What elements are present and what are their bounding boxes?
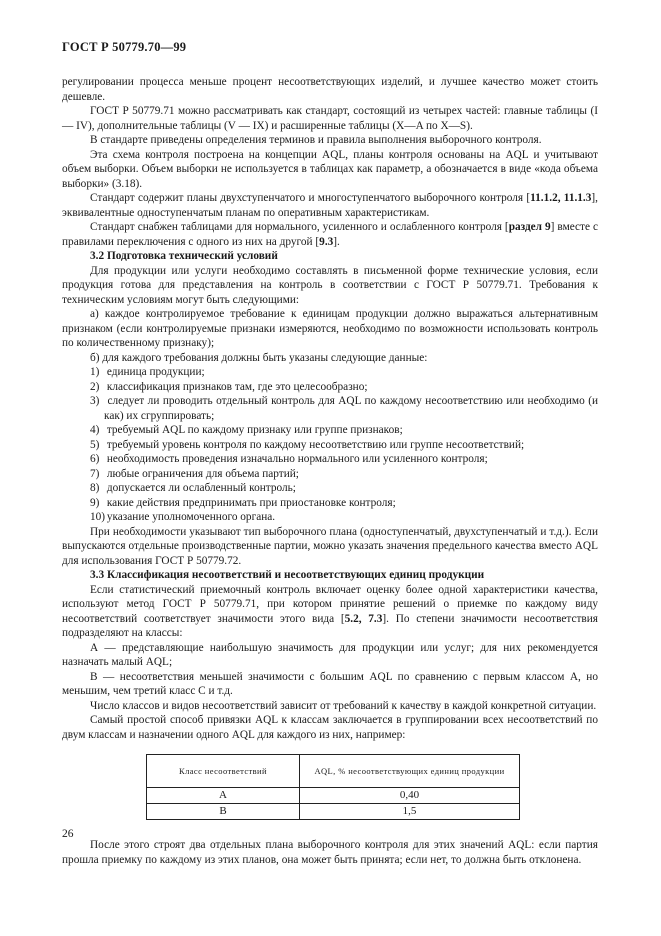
list-number: 10) (90, 511, 106, 523)
list-item (62, 496, 598, 511)
list-text: необходимость проведения изначально нормального или усиленного контроля; (106, 453, 488, 465)
text-run: ]. По степени значимости несоответствия подразделяют на классы: (62, 612, 598, 639)
document-page (62, 40, 598, 867)
paragraph: В — несоответствия меньшей значимости с большим AQL по сравнению с первым классом А, но меньшим, чем третий класс С и т.д. (62, 670, 598, 697)
document-header: ГОСТ Р 50779.70—99 (62, 40, 187, 54)
list-item (62, 423, 598, 438)
reference: раздел 9 (508, 221, 551, 233)
table-row (147, 788, 520, 804)
table-cell: А (147, 788, 300, 804)
list-text: единица продукции; (106, 366, 205, 378)
table-cell: В (147, 804, 300, 820)
page-number: 26 (62, 828, 74, 840)
list-item (62, 452, 598, 467)
list-text: классификация признаков там, где это целесообразно; (106, 380, 368, 393)
list-number: 3) (90, 395, 100, 407)
text-run: Если статистический приемочный контроль включает оценку более одной характеристики качества, используют метод ГОСТ Р 50779.71, при котором принятие решений о приемке по каждому виду несоответствий соответствует значимости этого вида [ (62, 583, 598, 625)
paragraph: Самый простой способ привязки AQL к классам заключается в группировании всех несоответствий по двум классам и назначении одного AQL для каждого из них, например: (62, 714, 598, 741)
list-item (62, 467, 598, 482)
list-text: требуемый уровень контроля по каждому несоответствию или группе несоответствий; (106, 438, 525, 451)
paragraph (62, 583, 598, 641)
table-header-cell: Класс несоответствий (147, 755, 300, 788)
text-run: ], эквивалентные одноступенчатым планам по оперативным характеристикам. (62, 192, 599, 219)
list-text: следует ли проводить отдельный контроль для AQL по каждому несоответствию или необходимо (и как) их сгруппировать; (104, 395, 598, 422)
list-number: 9) (90, 496, 100, 509)
text-run: ] вместе с правилами переключения с одного из них на другой [ (62, 221, 598, 248)
list-number: 5) (90, 438, 100, 451)
numbered-list (62, 365, 598, 525)
text-run: ]. (333, 235, 340, 248)
table-header-cell: AQL, % несоответствующих единиц продукции (300, 755, 520, 788)
paragraph: При необходимости указывают тип выборочного плана (одноступенчатый, двухступенчатый и т.д.). Если выпускаются отдельные производственные партии, можно указать значения предельного качества вместо AQL для использования ГОСТ Р 50779.72. (62, 525, 598, 567)
paragraph (62, 220, 598, 249)
list-number: 2) (90, 380, 100, 393)
list-text: любые ограничения для объема партий; (106, 467, 299, 480)
list-text: указание уполномоченного органа. (106, 511, 276, 523)
reference: 11.1.2, 11.1.3 (530, 192, 592, 204)
list-paragraph: б) для каждого требования должны быть указаны следующие данные: (90, 351, 428, 364)
list-item (62, 438, 598, 453)
section-heading: 3.3 Классификация несоответствий и несоответствующих единиц продукции (90, 569, 485, 581)
section-heading: 3.2 Подготовка технический условий (90, 250, 278, 262)
list-number: 4) (90, 424, 100, 436)
list-number: 6) (90, 453, 100, 465)
list-item (62, 510, 598, 525)
table-cell: 0,40 (300, 788, 520, 804)
table-header-row (147, 755, 520, 788)
list-number: 1) (90, 366, 100, 378)
paragraph: А — представляющие наибольшую значимость для продукции или услуг; для них рекомендуется назначать малый AQL; (62, 641, 598, 668)
aql-table (146, 754, 520, 820)
list-number: 8) (90, 482, 100, 494)
list-item (62, 365, 598, 380)
list-item (62, 380, 598, 395)
list-text: допускается ли ослабленный контроль; (106, 482, 296, 494)
paragraph: Для продукции или услуги необходимо составлять в письменной форме технические условия, если продукция готова для представления на контроль в соответствии с ГОСТ Р 50779.71. Требования к техническим условиям могут быть следующими: (62, 264, 598, 306)
paragraph: Эта схема контроля построена на концепции AQL, планы контроля основаны на AQL и учитывают объем выборки. Объем выборки не используется в таблицах как параметр, а обозначается в виде «кода объема выборки» (3.18). (62, 148, 598, 190)
list-number: 7) (90, 467, 100, 480)
list-paragraph: а) каждое контролируемое требование к единицам продукции должно выражаться альтернативным признаком (если контролируемые признаки измеряются, необходимо по возможности использовать контроль по количественному признаку); (62, 308, 598, 349)
paragraph (62, 191, 598, 220)
paragraph: В стандарте приведены определения терминов и правила выполнения выборочного контроля. (90, 134, 542, 146)
reference: 5.2, 7.3 (344, 612, 383, 625)
list-text: требуемый AQL по каждому признаку или группе признаков; (106, 424, 403, 436)
table-cell: 1,5 (300, 804, 520, 820)
list-item (62, 481, 598, 496)
reference: 9.3 (319, 235, 334, 248)
paragraph: регулировании процесса меньше процент несоответствующих изделий, и лучшее качество может стоить дешевле. (62, 76, 598, 103)
paragraph: Число классов и видов несоответствий зависит от требований к качеству в каждой конкретной ситуации. (90, 699, 597, 712)
paragraph: ГОСТ Р 50779.71 можно рассматривать как стандарт, состоящий из четырех частей: главные таблицы (I — IV), дополнительные таблицы (V — IX) и расширенные таблицы (X—A по X—S). (62, 105, 598, 132)
list-item (62, 394, 598, 423)
text-run: Стандарт содержит планы двухступенчатого и многоступенчатого выборочного контроля [ (90, 192, 531, 204)
list-text: какие действия предпринимать при приостановке контроля; (106, 496, 396, 509)
table-row (147, 804, 520, 820)
text-run: Стандарт снабжен таблицами для нормального, усиленного и ослабленного контроля [ (90, 221, 509, 233)
paragraph: После этого строят два отдельных плана выборочного контроля для этих значений AQL: если партия прошла приемку по каждому из этих планов, она может быть принята; если нет, то должна быть отклонена. (62, 839, 598, 866)
